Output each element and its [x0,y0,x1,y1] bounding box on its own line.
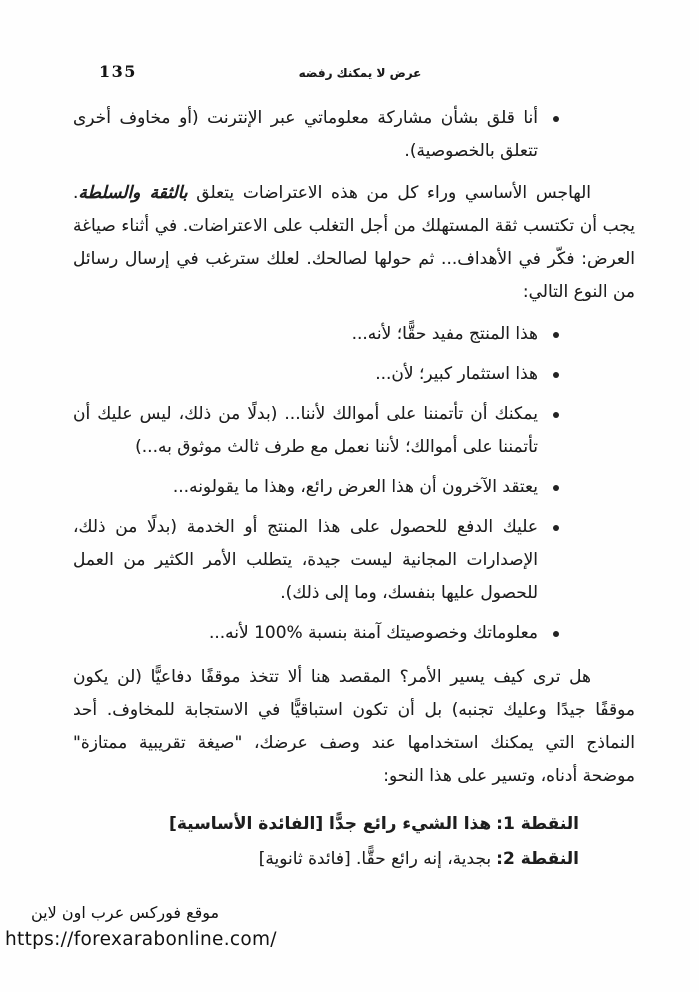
point-line [73,842,579,877]
list-item-text: هذا المنتج مفيد حقًّا؛ لأنه... [351,324,538,344]
bullet-icon [553,412,559,418]
chapter-title: عرض لا يمكنك رفضه [298,66,422,80]
list-item-text: هذا استثمار كبير؛ لأن... [375,364,538,384]
list-item-text: يمكنك أن تأتمننا على أموالك لأننا... (بدلًا من ذلك، ليس عليك أن تأتمننا على أموالك؛ لأننا نعمل مع طرف ثالث موثوق به...) [73,404,538,457]
list-item [73,318,559,351]
list-item [73,617,559,650]
body-paragraph [73,177,635,309]
bullet-icon [553,372,559,378]
bullet-list [73,318,635,650]
list-item-text: معلوماتك وخصوصيتك آمنة بنسبة %100 لأنه... [208,623,538,643]
points-block [73,807,579,877]
point-label: النقطة 1: [496,814,579,834]
list-item [73,471,559,504]
bullet-icon [553,116,559,122]
watermark [5,900,277,954]
bullet-icon [553,332,559,338]
list-item [73,398,559,464]
point-text: هذا الشيء رائع جدًّا [الفائدة الأساسية] [169,814,492,834]
body-paragraph: هل ترى كيف يسير الأمر؟ المقصد هنا ألا تتخذ موقفًا دفاعيًّا (لن يكون موقفًا جيدًا وعليك تجنبه) بل أن تكون استباقيًّا في الاستجابة للمخاوف. أحد النماذج التي يمكنك استخدامها عند وصف عرضك، "صيغة تقريبية ممتازة" موضحة أدناه، وتسير على هذا النحو: [73,667,635,786]
emphasized-phrase: بالثقة والسلطة [78,183,188,203]
list-item [73,511,559,610]
list-item [73,102,559,168]
point-label: النقطة 2: [496,849,579,869]
paragraph-text: الهاجس الأساسي وراء كل من هذه الاعتراضات يتعلق [187,183,591,203]
list-item-text: أنا قلق بشأن مشاركة معلوماتي عبر الإنترنت (أو مخاوف أخرى تتعلق بالخصوصية). [73,108,538,161]
watermark-site-name: موقع فوركس عرب اون لاين [31,903,220,922]
bullet-icon [553,485,559,491]
page-content [73,102,635,877]
bullet-icon [553,631,559,637]
page-number: 135 [99,62,137,81]
watermark-url: https://forexarabonline.com/ [5,929,277,950]
list-item-text: عليك الدفع للحصول على هذا المنتج أو الخدمة (بدلًا من ذلك، الإصدارات المجانية ليست جيدة، يتطلب الأمر الكثير من العمل للحصول عليها بنفسك، وما إلى ذلك). [73,517,538,603]
point-line [73,807,579,842]
paragraph-text: . يجب أن تكتسب ثقة المستهلك من أجل التغلب على الاعتراضات. في أثناء صياغة العرض: فكّر في الأهداف... ثم حولها لصالحك. لعلك سترغب في إرسال رسائل من النوع التالي: [73,183,635,302]
list-item [73,358,559,391]
list-item-text: يعتقد الآخرون أن هذا العرض رائع، وهذا ما يقولونه... [172,477,538,497]
point-text: بجدية، إنه رائع حقًّا. [فائدة ثانوية] [258,849,492,869]
bullet-icon [553,525,559,531]
